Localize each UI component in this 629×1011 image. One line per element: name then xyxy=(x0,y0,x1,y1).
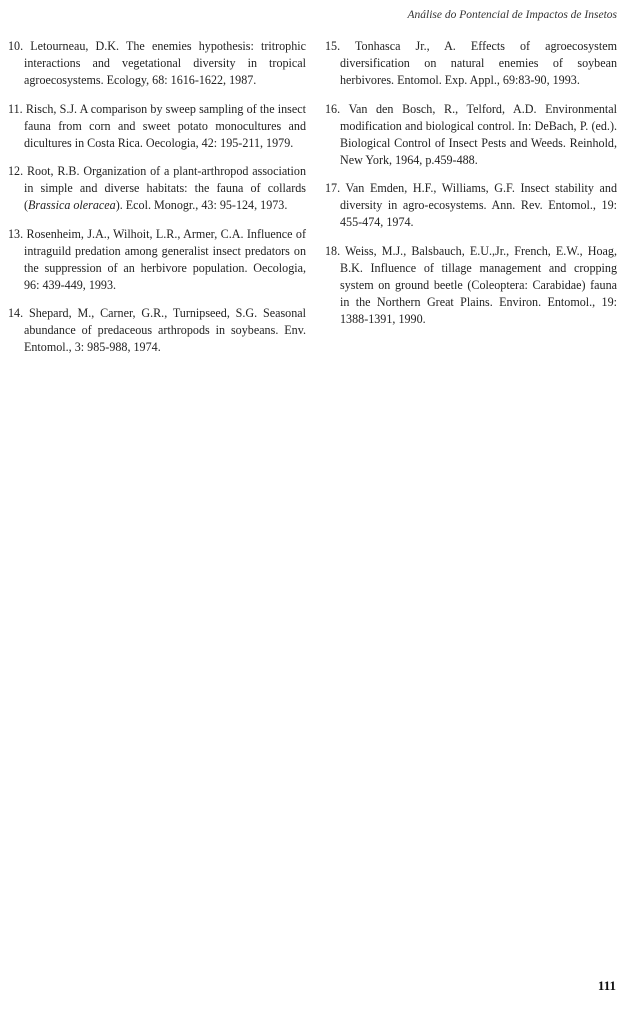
reference-number: 16. xyxy=(325,101,341,116)
reference-item xyxy=(325,38,617,89)
reference-text: Van Emden, H.F., Williams, G.F. Insect stability and diversity in agro-ecosystems. Ann. Rev. Entomol., 19: 455-474, 1974. xyxy=(340,181,617,229)
reference-text: Root, R.B. Organization of a plant-arthropod association in simple and diverse habitats: the fauna of collards ( xyxy=(24,164,306,212)
reference-text: Shepard, M., Carner, G.R., Turnipseed, S.G. Seasonal abundance of predaceous arthropods in soybeans. Env. Entomol., 3: 985-988, 1974. xyxy=(24,306,307,354)
reference-number: 13. xyxy=(8,226,24,241)
reference-text-tail: ). Ecol. Monogr., 43: 95-124, 1973. xyxy=(115,198,288,212)
reference-item xyxy=(325,243,617,328)
reference-text: Letourneau, D.K. The enemies hypothesis: tritrophic interactions and vegetational diversity in tropical agroecosystems. Ecology, 68: 1616-1622, 1987. xyxy=(24,39,306,87)
reference-text: Rosenheim, J.A., Wilhoit, L.R., Armer, C.A. Influence of intraguild predation among generalist insect predators on the suppression of an herbivore population. Oecologia, 96: 439-449, 1993. xyxy=(24,226,306,292)
reference-number: 12. xyxy=(8,164,24,178)
reference-number: 18. xyxy=(325,243,341,258)
reference-item xyxy=(8,305,306,356)
reference-text: Risch, S.J. A comparison by sweep sampling of the insect fauna from corn and sweet potato monocultures and dicultures in Costa Rica. Oecologia, 42: 195-211, 1979. xyxy=(24,101,306,150)
references-right-column xyxy=(325,38,617,339)
species-name: Brassica oleracea xyxy=(28,198,116,212)
reference-number: 17. xyxy=(325,181,341,195)
reference-text: Van den Bosch, R., Telford, A.D. Environmental modification and biological control. In: DeBach, P. (ed.). Biological Control of Insect Pests and Weeds. Reinhold, New York, 1964, p.459-488. xyxy=(340,101,617,167)
running-header: Análise do Pontencial de Impactos de Insetos xyxy=(407,9,617,21)
reference-item xyxy=(325,180,617,231)
reference-number: 11. xyxy=(8,101,23,116)
reference-item xyxy=(8,38,306,89)
reference-item xyxy=(8,226,306,294)
reference-item xyxy=(8,101,306,152)
reference-item xyxy=(325,101,617,169)
reference-text: Weiss, M.J., Balsbauch, E.U.,Jr., French, E.W., Hoag, B.K. Influence of tillage management and cropping system on ground beetle (Coleoptera: Carabidae) fauna in the Northern Great Plains. Environ. Entomol., 19: 1388-1391, 1990. xyxy=(340,243,617,326)
reference-text: Tonhasca Jr., A. Effects of agroecosystem diversification on natural enemies of soybean herbivores. Entomol. Exp. Appl., 69:83-90, 1993. xyxy=(340,39,617,87)
references-left-column xyxy=(8,38,306,368)
reference-item xyxy=(8,163,306,214)
reference-number: 10. xyxy=(8,39,24,53)
reference-number: 14. xyxy=(8,306,24,320)
reference-number: 15. xyxy=(325,39,341,53)
page-number: 111 xyxy=(597,978,616,993)
